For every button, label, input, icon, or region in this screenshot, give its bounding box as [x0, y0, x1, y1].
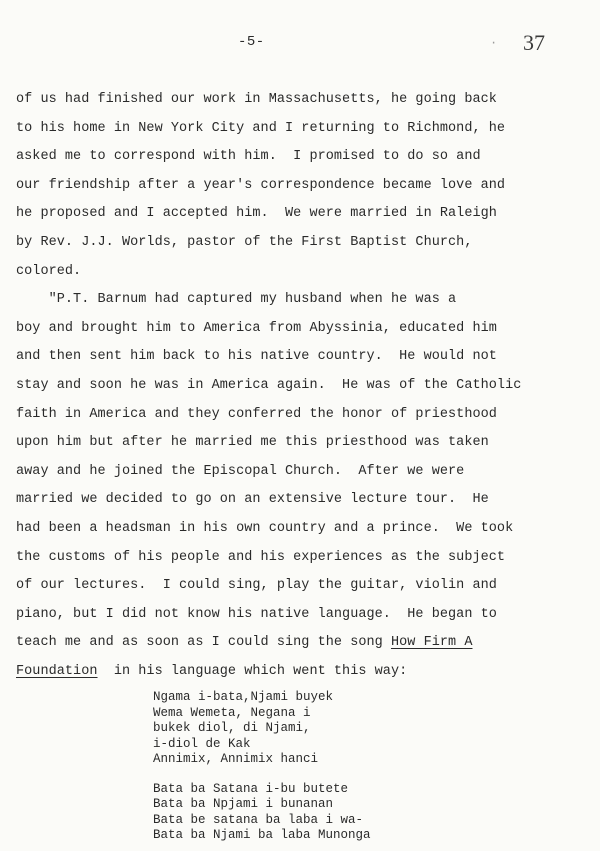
- verse-line: Bata ba Satana i-bu butete: [153, 781, 349, 796]
- verse-line: Wema Wemeta, Negana i: [153, 705, 311, 720]
- verse-stanza-1: [153, 690, 371, 768]
- text-line: to his home in New York City and I returning to Richmond, he: [16, 120, 506, 136]
- text-line: the customs of his people and his experiences as the subject: [16, 549, 506, 565]
- verse-stanza-2: [153, 782, 371, 844]
- text-line: upon him but after he married me this priesthood was taken: [16, 435, 489, 451]
- text-line: of us had finished our work in Massachusetts, he going back: [16, 92, 497, 107]
- verse-line: Bata ba Npjami i bunanan: [153, 797, 334, 811]
- text-line: had been a headsman in his own country and a prince. We took: [16, 520, 514, 536]
- speck-mark: ·: [490, 36, 498, 50]
- text-line: by Rev. J.J. Worlds, pastor of the First Baptist Church,: [16, 234, 473, 250]
- text-segment: in his language which went this way:: [97, 663, 408, 679]
- text-line: "P.T. Barnum had captured my husband when he was a: [16, 292, 457, 308]
- verse-line: bukek diol, di Njami,: [153, 721, 311, 735]
- text-line: of our lectures. I could sing, play the guitar, violin and: [16, 578, 497, 594]
- text-line: [16, 629, 576, 658]
- verse-line: Bata ba Njami ba laba Munonga: [153, 828, 371, 842]
- text-segment: teach me and as soon as I could sing the song: [16, 635, 391, 651]
- song-title-underlined: Foundation: [16, 663, 98, 679]
- text-line: away and he joined the Episcopal Church. After we were: [16, 463, 465, 479]
- text-line: colored.: [16, 263, 82, 279]
- text-line: [16, 658, 576, 687]
- page-number: -5-: [238, 34, 265, 50]
- verse-line: Ngama i-bata,Njami buyek: [153, 690, 334, 704]
- document-body: [16, 86, 576, 686]
- paragraph-1: [16, 86, 576, 286]
- text-line: and then sent him back to his native country. He would not: [16, 349, 497, 365]
- folio-number: 37: [523, 30, 545, 55]
- text-line: our friendship after a year's correspondence became love and: [16, 177, 506, 193]
- text-line: piano, but I did not know his native language. He began to: [16, 606, 497, 622]
- text-line: boy and brought him to America from Abyssinia, educated him: [16, 320, 497, 336]
- text-line: faith in America and they conferred the honor of priesthood: [16, 406, 497, 422]
- text-line: married we decided to go on an extensive lecture tour. He: [16, 492, 489, 508]
- song-verse: [153, 690, 371, 844]
- text-line: stay and soon he was in America again. He was of the Catholic: [16, 377, 522, 393]
- song-title-underlined: How Firm A: [390, 635, 473, 651]
- paragraph-2: [16, 286, 576, 686]
- text-line: asked me to correspond with him. I promised to do so and: [16, 149, 481, 165]
- verse-line: i-diol de Kak: [153, 736, 251, 751]
- text-line: he proposed and I accepted him. We were married in Raleigh: [16, 206, 497, 222]
- verse-line: Bata be satana ba laba i wa-: [153, 812, 364, 827]
- verse-line: Annimix, Annimix hanci: [153, 752, 319, 766]
